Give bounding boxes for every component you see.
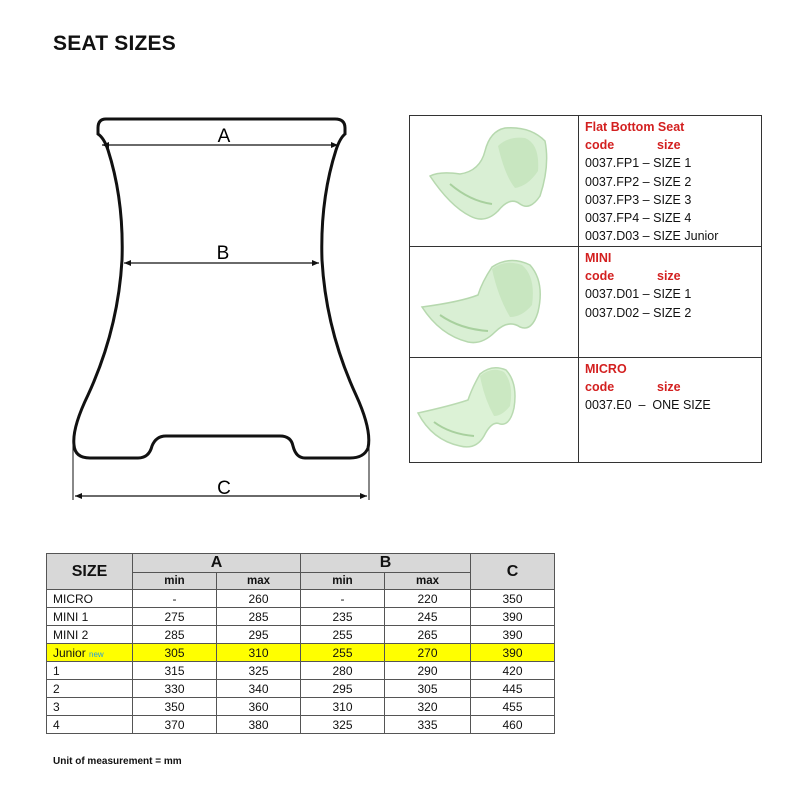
- b-max-cell: 270: [385, 644, 471, 662]
- table-row: [47, 608, 555, 626]
- column-header-a-min: min: [133, 573, 217, 590]
- b-max-cell: 220: [385, 590, 471, 608]
- flat-bottom-seat-image: [410, 116, 578, 244]
- dimension-label-b: B: [216, 243, 230, 264]
- size-cell: MICRO: [47, 590, 133, 608]
- a-max-cell: 340: [217, 680, 301, 698]
- a-min-cell: 350: [133, 698, 217, 716]
- a-max-cell: 360: [217, 698, 301, 716]
- table-row: [47, 698, 555, 716]
- seat-info-cell: [579, 358, 762, 463]
- seat-image-cell: [410, 247, 579, 358]
- size-cell: 3: [47, 698, 133, 716]
- table-row: [47, 626, 555, 644]
- c-cell: 350: [471, 590, 555, 608]
- seat-code-item: 0037.D03 – SIZE Junior: [585, 229, 719, 244]
- b-min-cell: 255: [301, 644, 385, 662]
- b-min-cell: 255: [301, 626, 385, 644]
- b-max-cell: 320: [385, 698, 471, 716]
- b-min-cell: 325: [301, 716, 385, 734]
- size-cell: Junior new: [47, 644, 133, 662]
- c-cell: 420: [471, 662, 555, 680]
- seat-model-row: [410, 116, 762, 247]
- b-min-cell: 310: [301, 698, 385, 716]
- column-header-b-max: max: [385, 573, 471, 590]
- b-max-cell: 290: [385, 662, 471, 680]
- seat-model-title: MINI: [585, 251, 612, 265]
- seat-code-size-header: code size: [585, 380, 681, 395]
- mini-seat-image: [410, 247, 578, 355]
- seat-model-row: [410, 247, 762, 358]
- a-min-cell: 275: [133, 608, 217, 626]
- column-header-b: B: [301, 554, 471, 573]
- new-badge: new: [89, 649, 104, 659]
- seat-info-cell: [579, 247, 762, 358]
- size-cell: MINI 2: [47, 626, 133, 644]
- seat-code-item: 0037.FP2 – SIZE 2: [585, 174, 692, 189]
- b-min-cell: 235: [301, 608, 385, 626]
- unit-note: Unit of measurement = mm: [53, 756, 182, 767]
- dimension-label-c: C: [217, 478, 231, 499]
- b-max-cell: 335: [385, 716, 471, 734]
- column-header-c: C: [471, 554, 555, 590]
- page-title: SEAT SIZES: [53, 32, 176, 55]
- seat-size-table: [46, 553, 555, 734]
- table-row: [47, 590, 555, 608]
- size-cell: 1: [47, 662, 133, 680]
- seat-code-size-header: code size: [585, 269, 681, 284]
- a-max-cell: 310: [217, 644, 301, 662]
- b-min-cell: 280: [301, 662, 385, 680]
- column-header-b-min: min: [301, 573, 385, 590]
- c-cell: 390: [471, 644, 555, 662]
- b-min-cell: 295: [301, 680, 385, 698]
- seat-code-item: 0037.FP4 – SIZE 4: [585, 211, 692, 226]
- seat-image-cell: [410, 116, 579, 247]
- a-min-cell: 315: [133, 662, 217, 680]
- b-max-cell: 245: [385, 608, 471, 626]
- seat-outline: [74, 119, 369, 458]
- b-max-cell: 265: [385, 626, 471, 644]
- a-min-cell: 305: [133, 644, 217, 662]
- table-row-highlighted: [47, 644, 555, 662]
- size-cell: MINI 1: [47, 608, 133, 626]
- table-row: [47, 662, 555, 680]
- column-header-a: A: [133, 554, 301, 573]
- table-header-row: [47, 554, 555, 573]
- a-min-cell: 370: [133, 716, 217, 734]
- b-max-cell: 305: [385, 680, 471, 698]
- c-cell: 390: [471, 608, 555, 626]
- table-row: [47, 716, 555, 734]
- seat-outline-diagram: [60, 105, 380, 505]
- size-cell: 4: [47, 716, 133, 734]
- seat-code-item: 0037.FP3 – SIZE 3: [585, 192, 692, 207]
- a-max-cell: 295: [217, 626, 301, 644]
- c-cell: 390: [471, 626, 555, 644]
- seat-model-title: MICRO: [585, 362, 627, 376]
- dimension-label-a: A: [217, 126, 231, 147]
- seat-image-cell: [410, 358, 579, 463]
- a-min-cell: 285: [133, 626, 217, 644]
- seat-model-title: Flat Bottom Seat: [585, 120, 685, 134]
- seat-code-item: 0037.D01 – SIZE 1: [585, 287, 692, 302]
- size-cell: 2: [47, 680, 133, 698]
- a-min-cell: -: [133, 590, 217, 608]
- c-cell: 455: [471, 698, 555, 716]
- seat-model-row: [410, 358, 762, 463]
- seat-code-item: 0037.E0 – ONE SIZE: [585, 398, 711, 413]
- c-cell: 460: [471, 716, 555, 734]
- seat-code-item: 0037.FP1 – SIZE 1: [585, 156, 692, 171]
- seat-models-table: [409, 115, 762, 463]
- column-header-size: SIZE: [47, 554, 133, 590]
- a-min-cell: 330: [133, 680, 217, 698]
- a-max-cell: 260: [217, 590, 301, 608]
- a-max-cell: 380: [217, 716, 301, 734]
- seat-code-size-header: code size: [585, 138, 681, 153]
- seat-info-cell: [579, 116, 762, 247]
- c-cell: 445: [471, 680, 555, 698]
- a-max-cell: 325: [217, 662, 301, 680]
- b-min-cell: -: [301, 590, 385, 608]
- column-header-a-max: max: [217, 573, 301, 590]
- table-row: [47, 680, 555, 698]
- seat-code-item: 0037.D02 – SIZE 2: [585, 305, 692, 320]
- micro-seat-image: [410, 358, 578, 460]
- a-max-cell: 285: [217, 608, 301, 626]
